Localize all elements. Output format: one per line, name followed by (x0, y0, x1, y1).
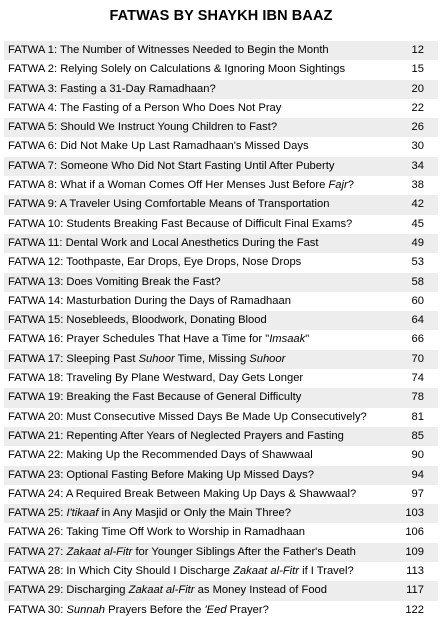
toc-row (4, 273, 438, 292)
toc-entry-title (4, 41, 384, 60)
toc-entry-text: FATWA 2: Relying Solely on Calculations & Ignoring Moon Sightings (8, 63, 346, 76)
toc-row (4, 485, 438, 504)
toc-entry-text: FATWA 14: Masturbation During the Days of Ramadhaan (8, 294, 291, 307)
toc-row (4, 388, 438, 407)
toc-entry-title (4, 195, 384, 214)
toc-entry-text: if I Travel? (298, 565, 354, 578)
toc-entry-text: FATWA 5: Should We Instruct Young Children to Fast? (8, 121, 278, 134)
toc-entry-title (4, 466, 384, 485)
toc-row (4, 292, 438, 311)
toc-entry-text: as Money Instead of Food (194, 584, 327, 597)
toc-entry-title (4, 253, 384, 272)
toc-row (4, 195, 438, 214)
toc-entry-page-number: 70 (411, 352, 424, 365)
toc-entry-text: in Any Masjid or Only the Main Three? (98, 507, 291, 520)
toc-entry-italic-text: I'tikaaf (66, 507, 99, 520)
toc-entry-text: FATWA 11: Dental Work and Local Anesthetics During the Fast (8, 236, 319, 249)
toc-row (4, 408, 438, 427)
toc-entry-text: FATWA 1: The Number of Witnesses Needed to Begin the Month (8, 44, 329, 56)
toc-row (4, 157, 438, 176)
toc-entry-title (4, 330, 384, 349)
toc-entry-text: FATWA 29: Discharging (8, 584, 129, 597)
toc-entry-title (4, 292, 384, 311)
toc-entry-page-number: 26 (411, 121, 424, 134)
toc-entry-title (4, 523, 384, 542)
toc-row (4, 562, 438, 581)
toc-row (4, 350, 438, 369)
toc-entry-title (4, 581, 384, 600)
toc-row (4, 427, 438, 446)
toc-row (4, 523, 438, 542)
toc-entry-title (4, 60, 384, 79)
toc-entry-text: FATWA 24: A Required Break Between Making Up Days & Shawwaal? (8, 487, 357, 500)
toc-entry-page-number: 45 (411, 217, 424, 230)
toc-entry-text: FATWA 10: Students Breaking Fast Because of Difficult Final Exams? (8, 217, 353, 230)
toc-entry-italic-text: Zakaat al-Fitr (128, 584, 195, 597)
toc-entry-page-number: 113 (406, 565, 424, 578)
toc-entry-text: FATWA 8: What if a Woman Comes Off Her Menses Just Before (8, 179, 329, 192)
toc-entry-text: FATWA 12: Toothpaste, Ear Drops, Eye Drops, Nose Drops (8, 256, 302, 269)
toc-entry-page-number: 97 (411, 487, 424, 500)
toc-row (4, 504, 438, 523)
toc-entry-title (4, 215, 384, 234)
toc-row (4, 118, 438, 137)
toc-entry-italic-text: 'Eed (204, 603, 227, 616)
toc-entry-title (4, 601, 384, 620)
toc-entry-text: FATWA 28: In Which City Should I Discharge (8, 565, 234, 578)
toc-row (4, 369, 438, 388)
toc-row (4, 176, 438, 195)
toc-entry-text: FATWA 16: Prayer Schedules That Have a Time for " (8, 333, 270, 346)
toc-entry-page-number: 78 (411, 391, 424, 404)
toc-entry-text: FATWA 3: Fasting a 31-Day Ramadhaan? (8, 82, 216, 95)
toc-entry-page-number: 94 (411, 468, 424, 481)
page-title: FATWAS BY SHAYKH IBN BAAZ (109, 8, 333, 24)
toc-entry-page-number: 49 (411, 236, 424, 249)
toc-entry-text: FATWA 17: Sleeping Past (8, 352, 139, 365)
toc-entry-title (4, 388, 384, 407)
toc-entry-title (4, 562, 384, 581)
toc-entry-page-number: 90 (411, 449, 424, 462)
toc-entry-page-number: 117 (406, 584, 424, 597)
toc-entry-text: FATWA 21: Repenting After Years of Neglected Prayers and Fasting (8, 429, 344, 442)
toc-entry-text: FATWA 15: Nosebleeds, Bloodwork, Donating Blood (8, 314, 267, 327)
toc-entry-title (4, 99, 384, 118)
toc-row (4, 543, 438, 562)
toc-entry-page-number: 30 (411, 140, 424, 153)
toc-row (4, 311, 438, 330)
toc-entry-text: FATWA 7: Someone Who Did Not Start Fasting Until After Puberty (8, 159, 335, 172)
toc-entry-title (4, 446, 384, 465)
toc-entry-text: FATWA 25: (8, 507, 67, 520)
toc-entry-page-number: 74 (411, 372, 424, 385)
toc-entry-page-number: 34 (411, 159, 424, 172)
toc-entry-text: FATWA 19: Breaking the Fast Because of General Difficulty (8, 391, 302, 404)
toc-entry-title (4, 427, 384, 446)
toc-entry-title (4, 157, 384, 176)
toc-entry-title (4, 350, 384, 369)
toc-entry-page-number: 38 (411, 179, 424, 192)
toc-row (4, 60, 438, 79)
toc-entry-page-number: 12 (411, 44, 424, 56)
toc-entry-text: FATWA 13: Does Vomiting Break the Fast? (8, 275, 221, 288)
toc-entry-text: ? (347, 179, 354, 192)
toc-entry-title (4, 176, 384, 195)
toc-entry-title (4, 118, 384, 137)
toc-entry-title (4, 137, 384, 156)
toc-entry-page-number: 58 (411, 275, 424, 288)
toc-entry-text: FATWA 23: Optional Fasting Before Making Up Missed Days? (8, 468, 314, 481)
toc-entry-text: FATWA 20: Must Consecutive Missed Days Be Made Up Consecutively? (8, 410, 367, 423)
toc-entry-text: FATWA 9: A Traveler Using Comfortable Means of Transportation (8, 198, 330, 211)
toc-row (4, 137, 438, 156)
toc-entry-italic-text: Suhoor (249, 352, 286, 365)
toc-row (4, 330, 438, 349)
toc-entry-text: FATWA 22: Making Up the Recommended Days of Shawwaal (8, 449, 313, 462)
table-of-contents (4, 41, 438, 620)
toc-entry-title (4, 273, 384, 292)
toc-entry-title (4, 504, 384, 523)
toc-row (4, 99, 438, 118)
toc-entry-page-number: 122 (405, 603, 424, 616)
toc-entry-page-number: 42 (411, 198, 424, 211)
toc-entry-page-number: 64 (411, 314, 424, 327)
toc-entry-text: Time, Missing (174, 352, 250, 365)
toc-entry-text: FATWA 4: The Fasting of a Person Who Does Not Pray (8, 101, 282, 114)
toc-row (4, 253, 438, 272)
toc-entry-page-number: 60 (411, 294, 424, 307)
toc-row (4, 581, 438, 600)
toc-row (4, 215, 438, 234)
toc-entry-text: Prayers Before the (105, 603, 205, 616)
toc-entry-page-number: 53 (411, 256, 424, 269)
toc-entry-italic-text: Suhoor (138, 352, 175, 365)
toc-entry-text: FATWA 30: (8, 603, 67, 616)
toc-row (4, 41, 438, 60)
toc-entry-italic-text: Sunnah (66, 603, 106, 616)
toc-entry-title (4, 543, 384, 562)
toc-entry-page-number: 20 (411, 82, 424, 95)
toc-entry-title (4, 234, 384, 253)
toc-entry-page-number: 103 (405, 507, 424, 520)
toc-entry-text: FATWA 27: (8, 545, 67, 558)
toc-row (4, 466, 438, 485)
toc-entry-title (4, 311, 384, 330)
toc-entry-page-number: 66 (411, 333, 424, 346)
toc-entry-text: FATWA 6: Did Not Make Up Last Ramadhaan's Missed Days (8, 140, 309, 153)
toc-entry-italic-text: Zakaat al-Fitr (66, 545, 133, 558)
toc-entry-text: Prayer? (226, 603, 269, 616)
toc-entry-text: for Younger Siblings After the Father's Death (132, 545, 356, 558)
toc-entry-italic-text: Fajr (328, 179, 348, 192)
toc-entry-text: FATWA 26: Taking Time Off Work to Worship in Ramadhaan (8, 526, 306, 539)
toc-entry-title (4, 369, 384, 388)
toc-entry-page-number: 85 (411, 429, 424, 442)
toc-entry-title (4, 408, 384, 427)
toc-entry-page-number: 22 (411, 101, 424, 114)
toc-entry-title (4, 485, 384, 504)
toc-row (4, 446, 438, 465)
toc-entry-page-number: 81 (411, 410, 424, 423)
toc-row (4, 234, 438, 253)
toc-entry-page-number: 109 (405, 545, 424, 558)
toc-row (4, 601, 438, 620)
toc-entry-page-number: 106 (405, 526, 424, 539)
toc-entry-page-number: 15 (411, 63, 424, 76)
toc-entry-text: " (305, 333, 310, 346)
toc-entry-italic-text: Zakaat al-Fitr (233, 565, 299, 578)
toc-entry-italic-text: Imsaak (269, 333, 306, 346)
toc-entry-text: FATWA 18: Traveling By Plane Westward, Day Gets Longer (8, 372, 304, 385)
toc-entry-title (4, 80, 384, 99)
toc-row (4, 80, 438, 99)
